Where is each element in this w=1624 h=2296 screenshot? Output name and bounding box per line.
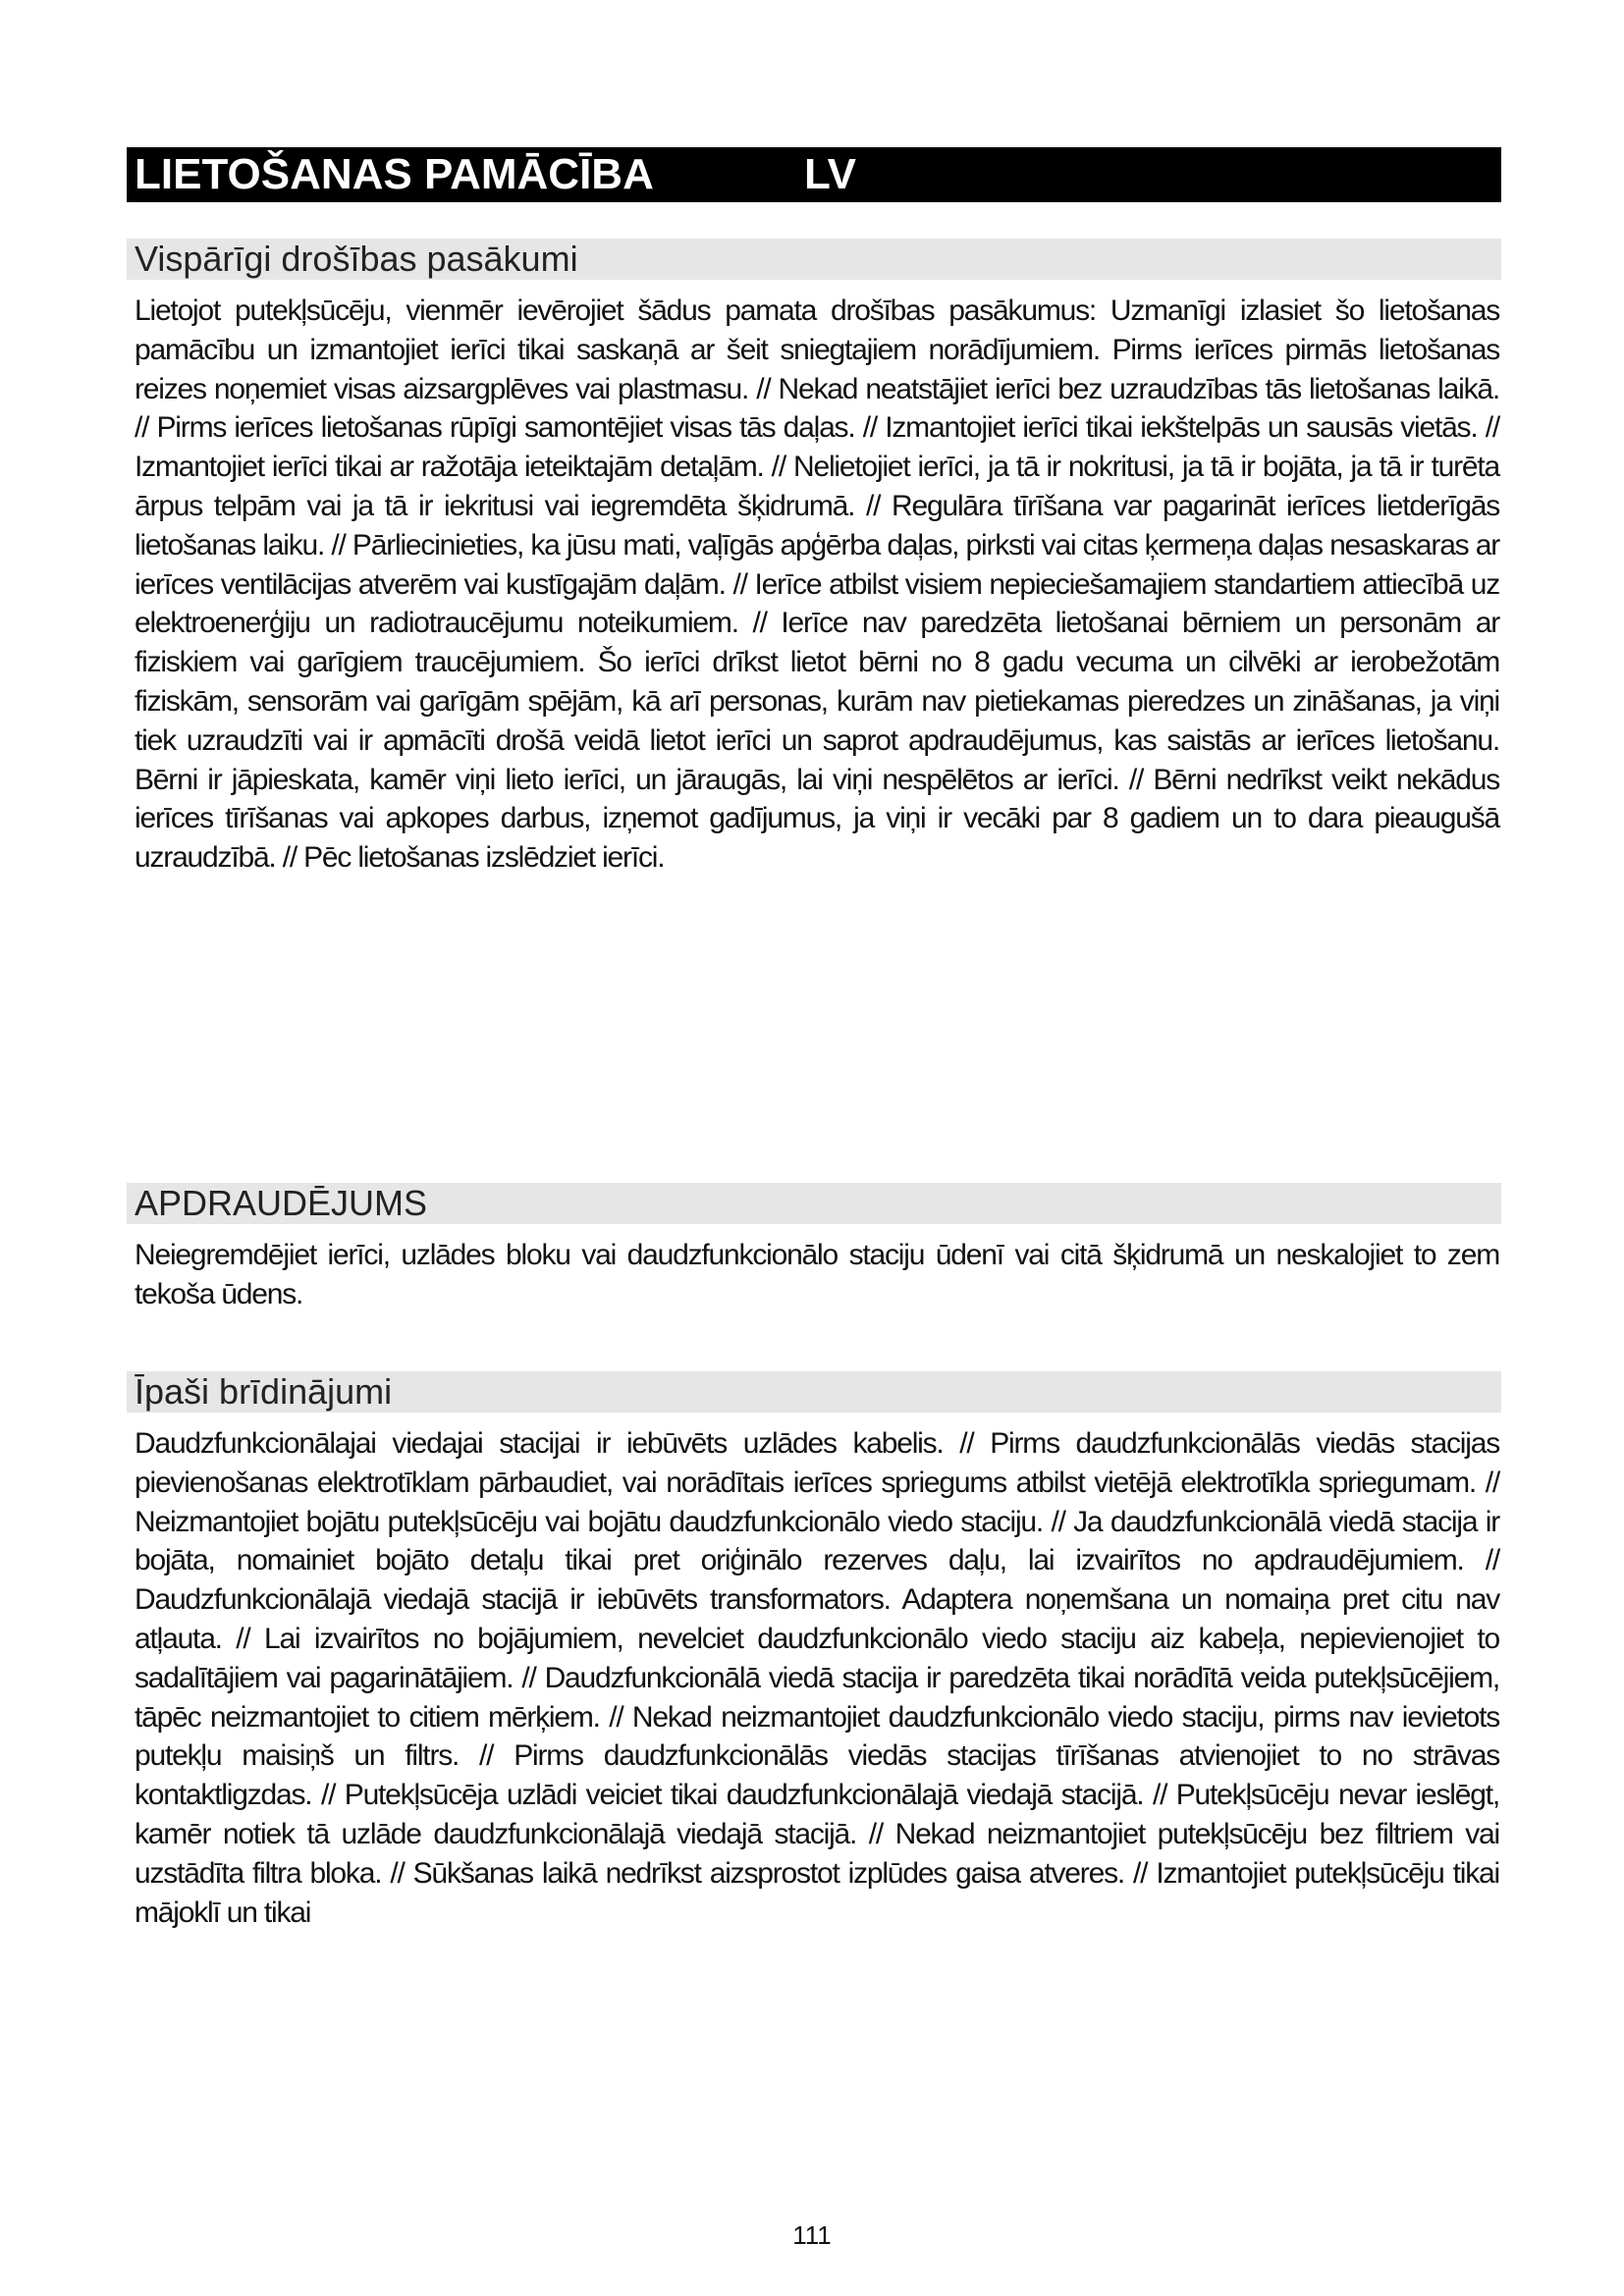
language-code: LV — [804, 150, 856, 198]
section-heading-text: Īpaši brīdinājumi — [135, 1371, 393, 1412]
document-title: LIETOŠANAS PAMĀCĪBA — [135, 150, 654, 198]
document-title-bar — [127, 147, 1501, 202]
section-heading-special-warnings — [127, 1371, 1501, 1413]
section-heading-text: Vispārīgi drošības pasākumi — [135, 239, 578, 279]
section-heading-general-safety — [127, 239, 1501, 280]
section-body-danger: Neiegremdējiet ierīci, uzlādes bloku vai daudzfunkcionālo staciju ūdenī vai citā šķidrumā un neskalojiet to zem tekoša ūdens. — [135, 1239, 1499, 1310]
section-heading-danger — [127, 1183, 1501, 1224]
section-body-general-safety: Lietojot putekļsūcēju, vienmēr ievērojiet šādus pamata drošības pasākumus: Uzmanīgi izlasiet šo lietošanas pamācību un izmantojiet ierīci tikai saskaņā ar šeit sniegtajiem norādījumiem. Pirms ierīces pirmās lietošanas reizes noņemiet visas aizsargplēves vai plastmasu. // Nekad neatstājiet ierīci bez uzraudzības tās lietošanas laikā. // Pirms ierīces lietošanas rūpīgi samontējiet visas tās daļas. // Izmantojiet ierīci tikai iekštelpās un sausās vietās. // Izmantojiet ierīci tikai ar ražotāja ieteiktajām detaļām. // Nelietojiet ierīci, ja tā ir nokritusi, ja tā ir bojāta, ja tā ir turēta ārpus telpām vai ja tā ir iekritusi vai iegremdēta šķidrumā. // Regulāra tīrīšana var pagarināt ierīces lietderīgās lietošanas laiku. // Pārliecinieties, ka jūsu mati, vaļīgās apģērba daļas, pirksti vai citas ķermeņa daļas nesaskaras ar ierīces ventilācijas atverēm vai kustīgajām daļām. // Ierīce atbilst visiem nepieciešamajiem standartiem attiecībā uz elektroenerģiju un radiotraucējumu noteikumiem. // Ierīce nav paredzēta lietošanai bērniem un personām ar fiziskiem vai garīgiem traucējumiem. Šo ierīci drīkst lietot bērni no 8 gadu vecuma un cilvēki ar ierobežotām fiziskām, sensorām vai garīgām spējām, kā arī personas, kurām nav pietiekamas pieredzes un zināšanas, ja viņi tiek uzraudzīti vai ir apmācīti drošā veidā lietot ierīci un saprot apdraudējumus, kas saistās ar ierīces lietošanu. Bērni ir jāpieskata, kamēr viņi lieto ierīci, un jāraugās, lai viņi nespēlētos ar ierīci. // Bērni nedrīkst veikt nekādus ierīces tīrīšanas vai apkopes darbus, izņemot gadījumus, ja viņi ir vecāki par 8 gadiem un to dara pieaugušā uzraudzībā. // Pēc lietošanas izslēdziet ierīci. — [135, 294, 1499, 875]
section-heading-text: APDRAUDĒJUMS — [135, 1183, 428, 1223]
page-number: 111 — [792, 2220, 832, 2250]
section-body-special-warnings: Daudzfunkcionālajai viedajai stacijai ir iebūvēts uzlādes kabelis. // Pirms daudzfunkcionālās viedās stacijas pievienošanas elektrotīklam pārbaudiet, vai norādītais ierīces spriegums atbilst vietējā elektrotīkla spriegumam. // Neizmantojiet bojātu putekļsūcēju vai bojātu daudzfunkcionālo viedo staciju. // Ja daudzfunkcionālā viedā stacija ir bojāta, nomainiet bojāto detaļu tikai pret oriģinālo rezerves daļu, lai izvairītos no apdraudējumiem. // Daudzfunkcionālajā viedajā stacijā ir iebūvēts transformators. Adaptera noņemšana un nomaiņa pret citu nav atļauta. // Lai izvairītos no bojājumiem, nevelciet daudzfunkcionālo viedo staciju aiz kabeļa, nepievienojiet to sadalītājiem vai pagarinātājiem. // Daudzfunkcionālā viedā stacija ir paredzēta tikai norādītā veida putekļsūcējiem, tāpēc neizmantojiet to citiem mērķiem. // Nekad neizmantojiet daudzfunkcionālo viedo staciju, pirms nav ievietots putekļu maisiņš un filtrs. // Pirms daudzfunkcionālās viedās stacijas tīrīšanas atvienojiet to no strāvas kontaktligzdas. // Putekļsūcēja uzlādi veiciet tikai daudzfunkcionālajā viedajā stacijā. // Putekļsūcēju nevar ieslēgt, kamēr notiek tā uzlāde daudzfunkcionālajā viedajā stacijā. // Nekad neizmantojiet putekļsūcēju bez filtriem vai uzstādīta filtra bloka. // Sūkšanas laikā nedrīkst aizsprostot izplūdes gaisa atveres. // Izmantojiet putekļsūcēju tikai mājoklī un tikai — [135, 1427, 1499, 1929]
